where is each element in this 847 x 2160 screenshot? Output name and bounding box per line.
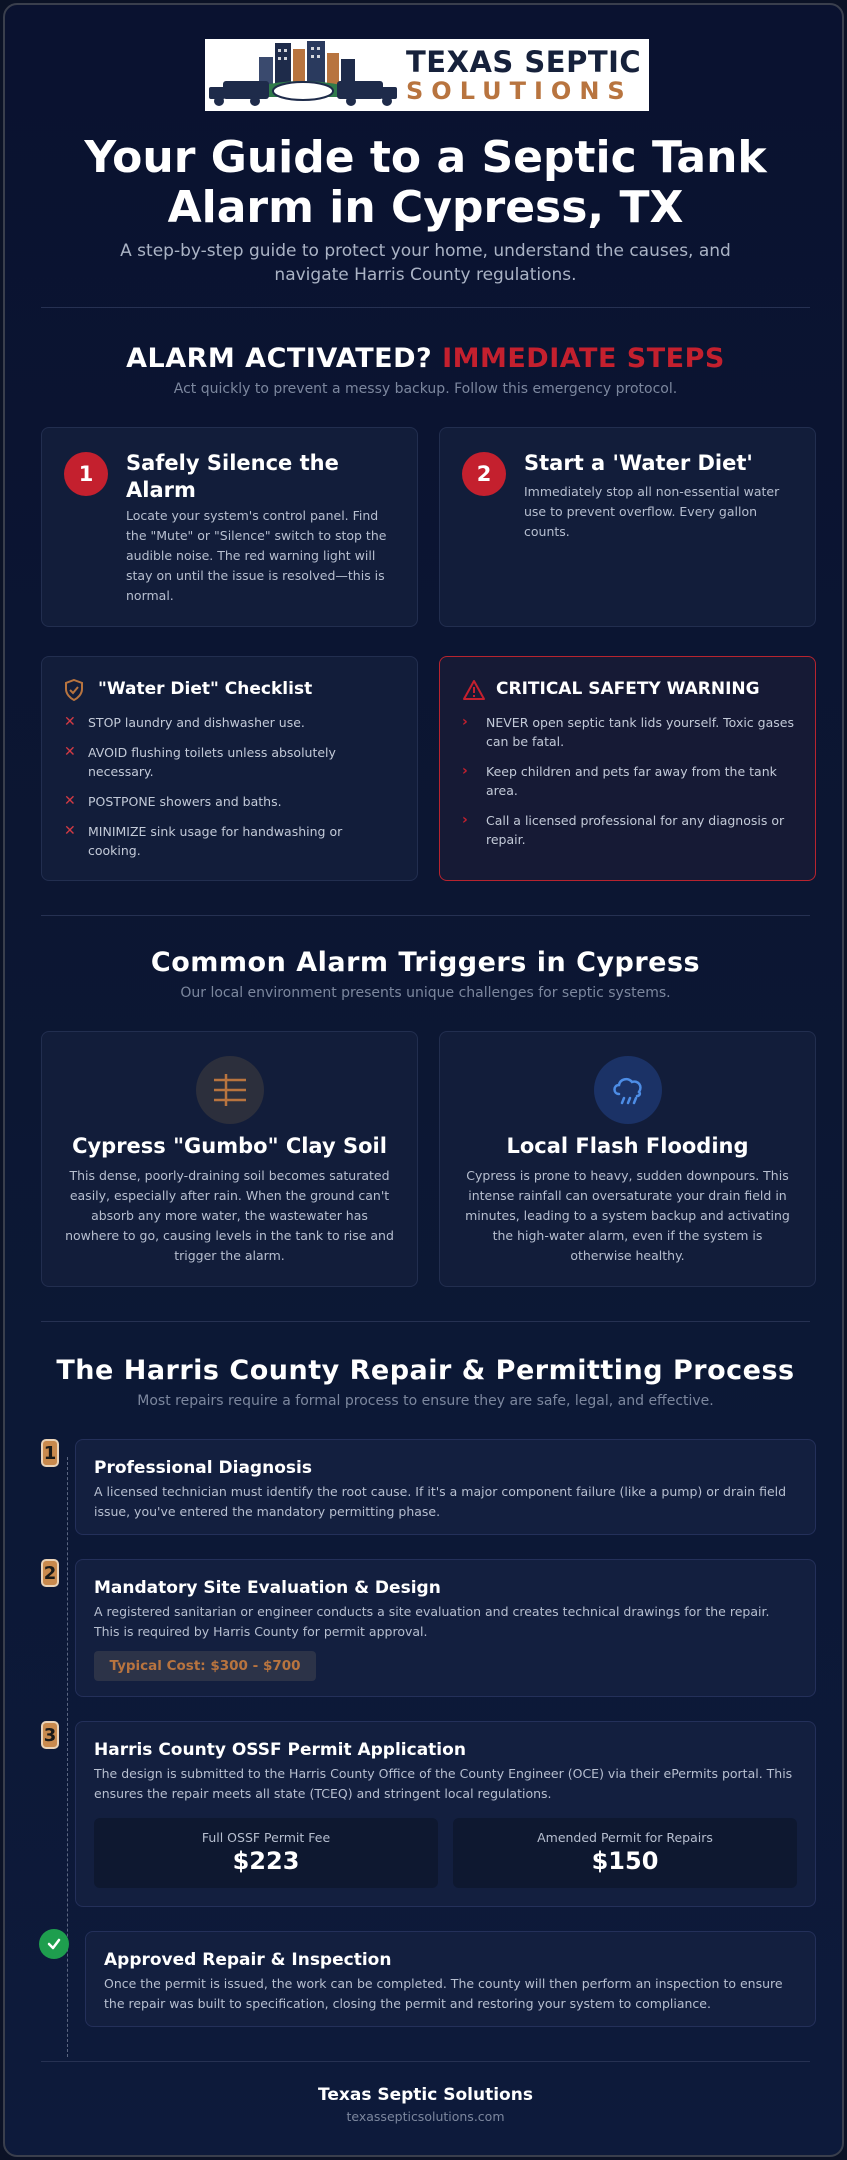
footer-website-link[interactable]: texassepticsolutions.com	[346, 2109, 505, 2124]
process-step-site-evaluation	[75, 1559, 816, 1697]
logo-wordmark-bottom: SOLUTIONS	[406, 77, 633, 105]
immediate-steps-subtitle: Act quickly to prevent a messy backup. Follow this emergency protocol.	[173, 381, 678, 397]
process-step-description: A licensed technician must identify the root cause. If it's a major component failure (like a pump) or drain field issue, you've entered the mandatory permitting phase.	[94, 1484, 787, 1519]
process-step-diagnosis	[75, 1439, 816, 1535]
footer-company-name: Texas Septic Solutions	[318, 2085, 533, 2105]
fee-label: Amended Permit for Repairs	[537, 1830, 713, 1845]
process-step-title: Approved Repair & Inspection	[104, 1950, 392, 1970]
section-divider	[41, 915, 810, 916]
step-card-water-diet	[439, 427, 816, 627]
trigger-title: Local Flash Flooding	[506, 1134, 749, 1158]
typical-cost-badge: Typical Cost: $300 - $700	[94, 1651, 316, 1681]
section-divider	[41, 2061, 810, 2062]
step-number-badge: 1	[64, 452, 108, 496]
step-title: Safely Silence the Alarm	[126, 451, 339, 502]
fee-box-full-permit	[94, 1818, 438, 1888]
shield-check-icon	[64, 679, 84, 705]
page-title: Your Guide to a Septic Tank Alarm in Cypress, TX	[84, 132, 767, 233]
process-step-description: A registered sanitarian or engineer conducts a site evaluation and creates technical drawings for the repair. This is required by Harris County for permit approval.	[94, 1604, 770, 1639]
step-number-badge: 2	[462, 452, 506, 496]
list-item: ✕ MINIMIZE sink usage for handwashing or cooking.	[64, 823, 343, 858]
warning-items	[462, 713, 795, 860]
list-item: › NEVER open septic tank lids yourself. Toxic gases can be fatal.	[462, 714, 794, 749]
triggers-heading: Common Alarm Triggers in Cypress	[150, 947, 701, 978]
soil-layers-icon	[196, 1056, 264, 1124]
list-item: ✕ POSTPONE showers and baths.	[64, 793, 282, 809]
company-logo	[205, 39, 649, 111]
process-step-title: Professional Diagnosis	[94, 1458, 312, 1478]
water-diet-checklist-card	[41, 656, 418, 881]
section-divider	[41, 1321, 810, 1322]
process-step-description: The design is submitted to the Harris County Office of the County Engineer (OCE) via their ePermits portal. This ensures the repair meets all state (TCEQ) and stringent local regulations.	[94, 1766, 793, 1801]
process-step-permit-application	[75, 1721, 816, 1907]
trigger-description: Cypress is prone to heavy, sudden downpours. This intense rainfall can oversaturate your drain field in minutes, leading to a system backup and activating the high-water alarm, even if the system is otherwise healthy.	[465, 1168, 790, 1263]
fee-box-amended-permit	[453, 1818, 797, 1888]
timeline-step-marker: 2	[41, 1559, 59, 1587]
timeline-connector	[67, 1457, 68, 2057]
trigger-description: This dense, poorly-draining soil becomes saturated easily, especially after rain. When the ground can't absorb any more water, the wastewater has nowhere to go, causing levels in the tank to rise and trigger the alarm.	[65, 1168, 394, 1263]
step-title: Start a 'Water Diet'	[524, 451, 753, 475]
step-card-silence-alarm	[41, 427, 418, 627]
checklist-title: "Water Diet" Checklist	[98, 679, 313, 699]
fee-label: Full OSSF Permit Fee	[201, 1830, 331, 1845]
safety-warning-card	[439, 656, 816, 881]
process-heading: The Harris County Repair & Permitting Process	[56, 1355, 795, 1386]
list-item: › Call a licensed professional for any diagnosis or repair.	[462, 812, 785, 847]
logo-skyline-trucks-icon	[205, 39, 400, 111]
logo-wordmark-top: TEXAS SEPTIC	[406, 45, 642, 79]
trigger-title: Cypress "Gumbo" Clay Soil	[72, 1134, 387, 1158]
process-step-description: Once the permit is issued, the work can be completed. The county will then perform an inspection to ensure the repair was built to specification, closing the permit and restoring your system to compliance.	[104, 1976, 783, 2011]
process-step-title: Mandatory Site Evaluation & Design	[94, 1578, 441, 1598]
rain-cloud-icon	[594, 1056, 662, 1124]
step-description: Locate your system's control panel. Find the "Mute" or "Silence" switch to stop the audible noise. The red warning light will stay on until the issue is resolved—this is normal.	[126, 508, 387, 603]
process-subtitle: Most repairs require a formal process to ensure they are safe, legal, and effective.	[137, 1393, 714, 1409]
trigger-card-flash-flooding	[439, 1031, 816, 1287]
timeline-step-marker: 3	[41, 1721, 59, 1749]
infographic-page	[3, 3, 844, 2157]
checkmark-icon	[39, 1929, 69, 1959]
x-icon: ✕	[64, 714, 76, 730]
list-item: ✕ STOP laundry and dishwasher use.	[64, 714, 305, 730]
warning-triangle-icon	[462, 679, 486, 705]
chevron-right-icon: ›	[462, 714, 468, 730]
triggers-subtitle: Our local environment presents unique challenges for septic systems.	[180, 985, 671, 1001]
section-divider	[41, 307, 810, 308]
timeline-step-marker: 1	[41, 1439, 59, 1467]
process-step-approved-repair	[85, 1931, 816, 2027]
list-item: ✕ AVOID flushing toilets unless absolutely necessary.	[64, 744, 336, 779]
x-icon: ✕	[64, 744, 76, 760]
process-step-title: Harris County OSSF Permit Application	[94, 1740, 466, 1760]
immediate-steps-heading: ALARM ACTIVATED? IMMEDIATE STEPS	[126, 343, 725, 374]
x-icon: ✕	[64, 823, 76, 839]
checklist-items	[64, 713, 397, 871]
list-item: › Keep children and pets far away from the tank area.	[462, 763, 777, 798]
trigger-card-clay-soil	[41, 1031, 418, 1287]
chevron-right-icon: ›	[462, 763, 468, 779]
chevron-right-icon: ›	[462, 812, 468, 828]
step-description: Immediately stop all non-essential water use to prevent overflow. Every gallon counts.	[524, 484, 780, 539]
fee-value: $223	[232, 1847, 300, 1875]
x-icon: ✕	[64, 793, 76, 809]
page-subtitle: A step-by-step guide to protect your home, understand the causes, and navigate Harris County regulations.	[120, 241, 731, 285]
warning-title: CRITICAL SAFETY WARNING	[496, 679, 760, 699]
fee-value: $150	[591, 1847, 659, 1875]
